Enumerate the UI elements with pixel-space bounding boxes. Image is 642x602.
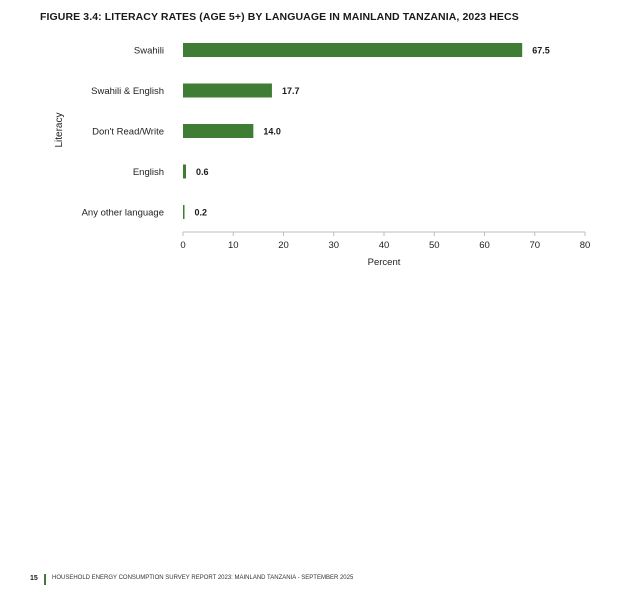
data-label: 14.0 [263, 126, 281, 137]
data-label: 67.5 [532, 45, 550, 56]
page-number: 15 [30, 575, 38, 582]
bar [183, 165, 186, 179]
bar [183, 43, 522, 57]
x-axis-title: Percent [367, 257, 401, 268]
literacy-bar-chart [0, 0, 642, 300]
y-axis-title: Literacy [54, 112, 65, 148]
data-label: 17.7 [281, 86, 300, 96]
bar [183, 124, 253, 138]
footer-accent-bar [44, 574, 46, 585]
category-label: Any other language [81, 207, 164, 219]
x-tick-label: 70 [529, 240, 541, 251]
x-tick-label: 10 [227, 240, 239, 251]
x-tick-label: 50 [428, 240, 440, 251]
category-label: Swahili & English [91, 86, 164, 97]
x-tick-label: 30 [328, 240, 340, 251]
bar [183, 84, 272, 98]
category-label: English [132, 167, 164, 178]
x-tick-label: 60 [479, 240, 490, 251]
x-tick-label: 80 [579, 240, 591, 251]
data-label: 0.2 [194, 207, 208, 218]
category-label: Don't Read/Write [92, 126, 164, 138]
footer-text: HOUSEHOLD ENERGY CONSUMPTION SURVEY REPORT 2023: MAINLAND TANZANIA - SEPTEMBER 2025 [52, 575, 354, 581]
data-label: 0.6 [196, 167, 209, 177]
figure-title: FIGURE 3.4: LITERACY RATES (AGE 5+) BY LANGUAGE IN MAINLAND TANZANIA, 2023 HECS [40, 11, 519, 23]
x-tick-label: 0 [180, 240, 186, 251]
category-label: Swahili [133, 45, 164, 57]
bar [183, 205, 185, 219]
x-tick-label: 20 [278, 240, 289, 251]
x-tick-label: 40 [378, 240, 390, 251]
